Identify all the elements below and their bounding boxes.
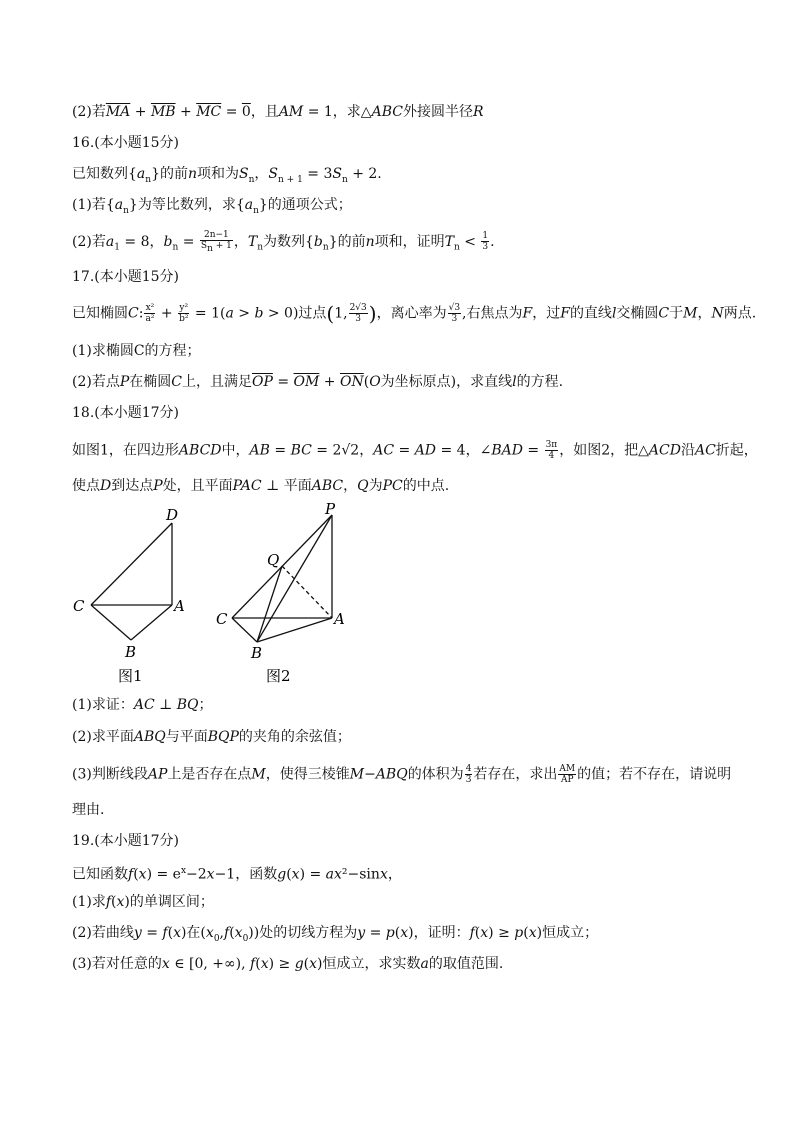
fig2-edge-qb xyxy=(257,566,282,642)
fig1-edge-cd xyxy=(91,523,172,605)
q18-part2: (2)求平面ABQ与平面BQP的夹角的余弦值； xyxy=(72,729,351,745)
q17-part1: (1)求椭圆C的方程； xyxy=(72,343,201,359)
fig1-edge-cb xyxy=(91,605,131,640)
q16-stem: 已知数列$\{a_n\}$的前n项和为$S_n$，$S_{n + 1} = 3S_n + 2$. xyxy=(72,166,382,185)
q17-header: 17.(本小题15分) xyxy=(72,269,180,285)
q19-part1: (1)求f(x)的单调区间； xyxy=(72,894,214,910)
q18-stem1: 如图1，在四边形ABCD中，AB = BC = 2√2，AC = AD = 4，∠BAD = $\frac{3\pi}{4}$ ，如图2，把△ACD沿AC折起， xyxy=(72,440,758,461)
fig2-label-q: Q xyxy=(267,551,280,569)
fig2-label-c: C xyxy=(216,610,228,628)
fig1-label-b: B xyxy=(125,643,137,661)
q17-stem: 已知椭圆C: $\frac{\text{x²}}{\text{a²}}$ + $\frac{\text{y²}}{\text{b²}}$ = 1(a > b > 0)过点(1, $\frac{2√3}{3}$ )，离心率为 $\frac{√3}{3}$ ,右焦点为F，过F的直线l交椭圆C于M，N两点. xyxy=(72,301,757,326)
q18-header: 18.(本小题17分) xyxy=(72,405,180,421)
fig2-edge-qa xyxy=(282,566,332,618)
q18-part3: (3)判断线段AP上是否存在点M，使得三棱锥M−ABQ的体积为 $\frac{4}{3}$ 若存在，求出 $\frac{AM}{AP}$ 的值；若不存在，请说明 xyxy=(72,764,732,785)
q16-part1: (1)若$\{a_n\}$为等比数列，求$\{a_n\}$的通项公式； xyxy=(72,197,352,216)
fig2-label-b: B xyxy=(251,644,263,662)
fig1-label-a: A xyxy=(174,597,185,615)
q17-part2: (2)若点P在椭圆C上，且满足$\overline{OP} = \overline{OM} + \overline{ON}(O$为坐标原点)，求直线l的方程. xyxy=(72,374,564,390)
fig1-label-d: D xyxy=(166,506,179,524)
fig1-edge-ba xyxy=(131,605,172,640)
fig2-edge-ba xyxy=(257,618,332,642)
q18-part3-cont: 理由. xyxy=(72,802,105,818)
q19-part3: (3)若对任意的x ∈ [0, +∞), f(x) ≥ g(x)恒成立，求实数a的取值范围. xyxy=(72,956,504,972)
q15-part2: (2)若$\overline{MA} + \overline{MB} + \overline{MC} = 0$，且AM = 1，求△ABC外接圆半径R xyxy=(72,104,484,120)
q19-part2: (2)若曲线y = f(x)在$(x_0,f(x_0))$处的切线方程为y = p(x)，证明：f(x) ≥ p(x)恒成立； xyxy=(72,925,599,944)
figure-2 xyxy=(210,500,360,690)
q19-stem: 已知函数$f(x) = e^x-2x-1$，函数g(x) = ax²−sinx， xyxy=(72,866,402,883)
fig2-label-p: P xyxy=(325,500,336,518)
q18-stem2: 使点D到达点P处，且平面PAC ⊥ 平面ABC，Q为PC的中点. xyxy=(72,478,450,494)
fig2-caption: 图2 xyxy=(266,667,291,685)
q16-header: 16.(本小题15分) xyxy=(72,135,180,151)
fig1-label-c: C xyxy=(73,597,85,615)
q19-header: 19.(本小题17分) xyxy=(72,833,180,849)
figure-1 xyxy=(60,500,200,690)
fig2-edge-cb xyxy=(232,618,257,642)
q16-part2: (2)若$a_1 = 8$，$b_n$ = $\frac{2n-1}{S_n + 1}$ ，$T_n$为数列$\{b_n\}$的前n项和，证明$T_n$ < $\frac{1}{3}$ . xyxy=(72,230,495,254)
fig2-label-a: A xyxy=(334,610,345,628)
fig1-caption: 图1 xyxy=(118,667,143,685)
q18-part1: (1)求证：AC ⊥ BQ； xyxy=(72,697,213,713)
